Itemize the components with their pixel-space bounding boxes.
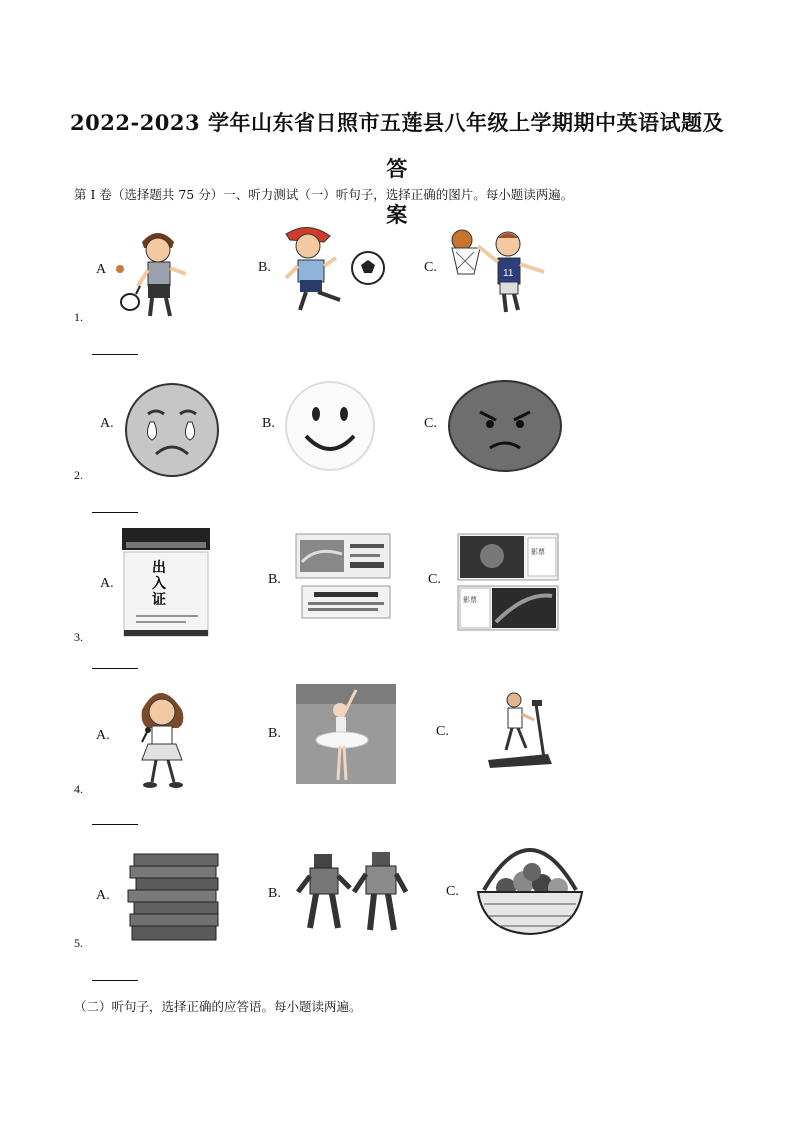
question-number: 1. bbox=[74, 310, 83, 324]
option-c-label: C. bbox=[428, 572, 441, 587]
question-number: 4. bbox=[74, 782, 83, 796]
answer-blank bbox=[92, 824, 138, 825]
pass-card-char: 证 bbox=[152, 592, 166, 608]
answer-blank bbox=[92, 668, 138, 669]
svg-text:11: 11 bbox=[503, 268, 514, 279]
option-a-label: A. bbox=[96, 888, 110, 903]
title-line-2: 案 bbox=[386, 202, 408, 227]
crying-face-picture bbox=[122, 380, 222, 480]
answer-blank bbox=[92, 512, 138, 513]
page-title bbox=[60, 100, 734, 238]
movie-tickets-picture bbox=[456, 532, 560, 632]
option-c-label: C. bbox=[446, 884, 459, 899]
book-stack-picture bbox=[124, 852, 224, 944]
option-a-label: A. bbox=[96, 728, 110, 743]
tickets-picture bbox=[294, 532, 394, 622]
ballet-dancer-picture bbox=[296, 684, 396, 784]
boy-soccer-picture bbox=[276, 220, 392, 316]
pass-card-char: 入 bbox=[152, 576, 166, 592]
option-a-label: A. bbox=[100, 416, 114, 431]
title-line-1: 2022-2023 学年山东省日照市五莲县八年级上学期期中英语试题及答 bbox=[70, 110, 724, 181]
option-b-label: B. bbox=[268, 886, 281, 901]
option-b-label: B. bbox=[258, 260, 271, 275]
treadmill-runner-picture bbox=[484, 688, 556, 772]
robot-toys-picture bbox=[296, 848, 408, 934]
boy-basketball-picture bbox=[446, 220, 552, 320]
answer-blank bbox=[92, 354, 138, 355]
question-number: 5. bbox=[74, 936, 83, 950]
option-a-label: A bbox=[96, 262, 107, 277]
girl-singing-picture bbox=[120, 682, 200, 792]
pass-card-char: 出 bbox=[152, 560, 166, 576]
option-c-label: C. bbox=[436, 724, 449, 739]
question-number: 2. bbox=[74, 468, 83, 482]
answer-blank bbox=[92, 980, 138, 981]
ticket-label: 影票 bbox=[463, 596, 477, 604]
question-number: 3. bbox=[74, 630, 83, 644]
angry-face-picture bbox=[446, 378, 564, 474]
pass-card-picture bbox=[122, 528, 212, 638]
option-c-label: C. bbox=[424, 416, 437, 431]
smiling-face-picture bbox=[282, 378, 378, 474]
option-c-label: C. bbox=[424, 260, 437, 275]
option-b-label: B. bbox=[262, 416, 275, 431]
option-b-label: B. bbox=[268, 572, 281, 587]
fruit-basket-picture bbox=[470, 842, 590, 938]
section-two-instructions: （二）听句子，选择正确的应答语。每小题读两遍。 bbox=[74, 999, 362, 1014]
section-one-instructions: 第 I 卷（选择题共 75 分）一、听力测试（一）听句子，选择正确的图片。每小题读两遍。 bbox=[74, 187, 574, 202]
option-b-label: B. bbox=[268, 726, 281, 741]
ticket-label: 影票 bbox=[531, 548, 545, 556]
boy-tennis-picture bbox=[112, 222, 202, 322]
option-a-label: A. bbox=[100, 576, 114, 591]
